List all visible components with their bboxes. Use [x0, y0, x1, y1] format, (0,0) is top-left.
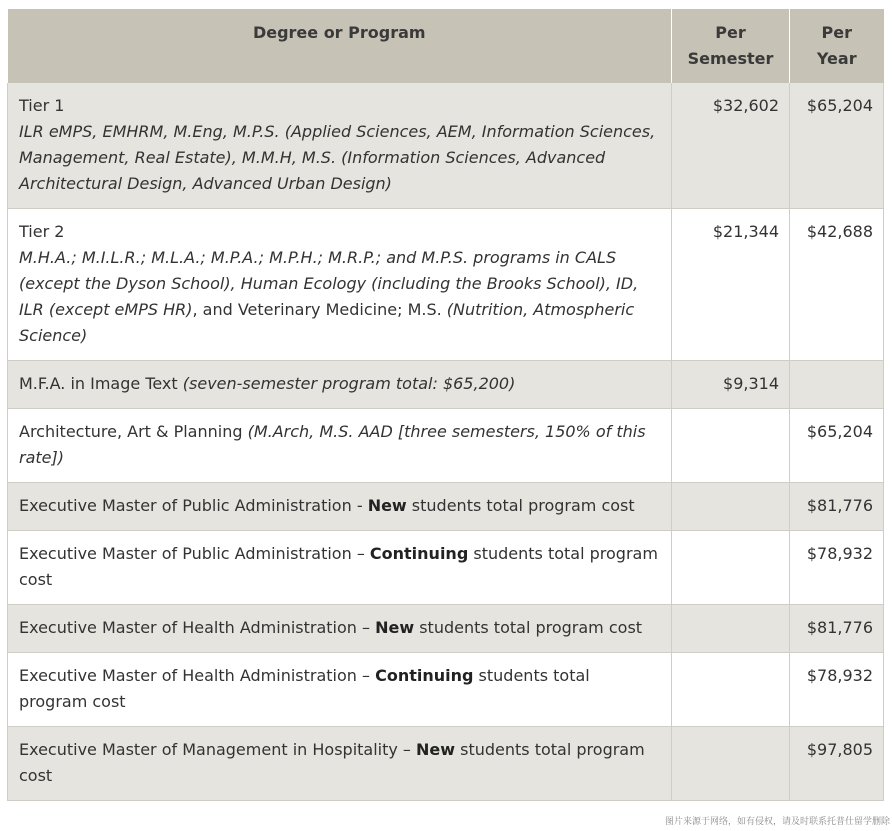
- table-row: [8, 409, 884, 483]
- header-row: [8, 9, 884, 83]
- semester-cell: $9,314: [672, 361, 790, 409]
- table-row: [8, 361, 884, 409]
- header-per-semester: Per Semester: [672, 9, 790, 83]
- program-cell: Executive Master of Public Administration – Continuing students total program cost: [8, 531, 672, 605]
- program-cell: Executive Master of Health Administration – Continuing students total program cost: [8, 653, 672, 727]
- table-row: [8, 209, 884, 361]
- header-program: Degree or Program: [8, 9, 672, 83]
- year-cell: $81,776: [790, 605, 884, 653]
- year-cell: $42,688: [790, 209, 884, 361]
- year-cell: $65,204: [790, 83, 884, 209]
- program-cell: Architecture, Art & Planning (M.Arch, M.S. AAD [three semesters, 150% of this rate]): [8, 409, 672, 483]
- program-cell: Tier 2 M.H.A.; M.I.L.R.; M.L.A.; M.P.A.; M.P.H.; M.R.P.; and M.P.S. programs in CALS (except the Dyson School), Human Ecology (including the Brooks School), ID, ILR (except eMPS HR), and Veterinary Medicine; M.S. (Nutrition, Atmospheric Science): [8, 209, 672, 361]
- program-cell: Executive Master of Health Administration – New students total program cost: [8, 605, 672, 653]
- program-cell: M.F.A. in Image Text (seven-semester program total: $65,200): [8, 361, 672, 409]
- header-per-year: Per Year: [790, 9, 884, 83]
- tuition-table: [7, 9, 884, 801]
- semester-cell: [672, 653, 790, 727]
- semester-cell: $21,344: [672, 209, 790, 361]
- semester-cell: [672, 531, 790, 605]
- table-row: [8, 605, 884, 653]
- table-row: [8, 531, 884, 605]
- program-cell: Executive Master of Management in Hospitality – New students total program cost: [8, 727, 672, 801]
- table-row: [8, 653, 884, 727]
- table-row: [8, 483, 884, 531]
- semester-cell: [672, 409, 790, 483]
- table-row: [8, 727, 884, 801]
- table-row: [8, 83, 884, 209]
- program-cell: Executive Master of Public Administration - New students total program cost: [8, 483, 672, 531]
- year-cell: $81,776: [790, 483, 884, 531]
- semester-cell: [672, 605, 790, 653]
- program-cell: Tier 1 ILR eMPS, EMHRM, M.Eng, M.P.S. (Applied Sciences, AEM, Information Sciences, Management, Real Estate), M.M.H, M.S. (Information Sciences, Advanced Architectural Design, Advanced Urban Design): [8, 83, 672, 209]
- year-cell: $65,204: [790, 409, 884, 483]
- year-cell: [790, 361, 884, 409]
- semester-cell: $32,602: [672, 83, 790, 209]
- semester-cell: [672, 483, 790, 531]
- year-cell: $78,932: [790, 531, 884, 605]
- watermark: 图片来源于网络，如有侵权，请及时联系托普仕留学删除: [664, 817, 890, 827]
- year-cell: $97,805: [790, 727, 884, 801]
- semester-cell: [672, 727, 790, 801]
- year-cell: $78,932: [790, 653, 884, 727]
